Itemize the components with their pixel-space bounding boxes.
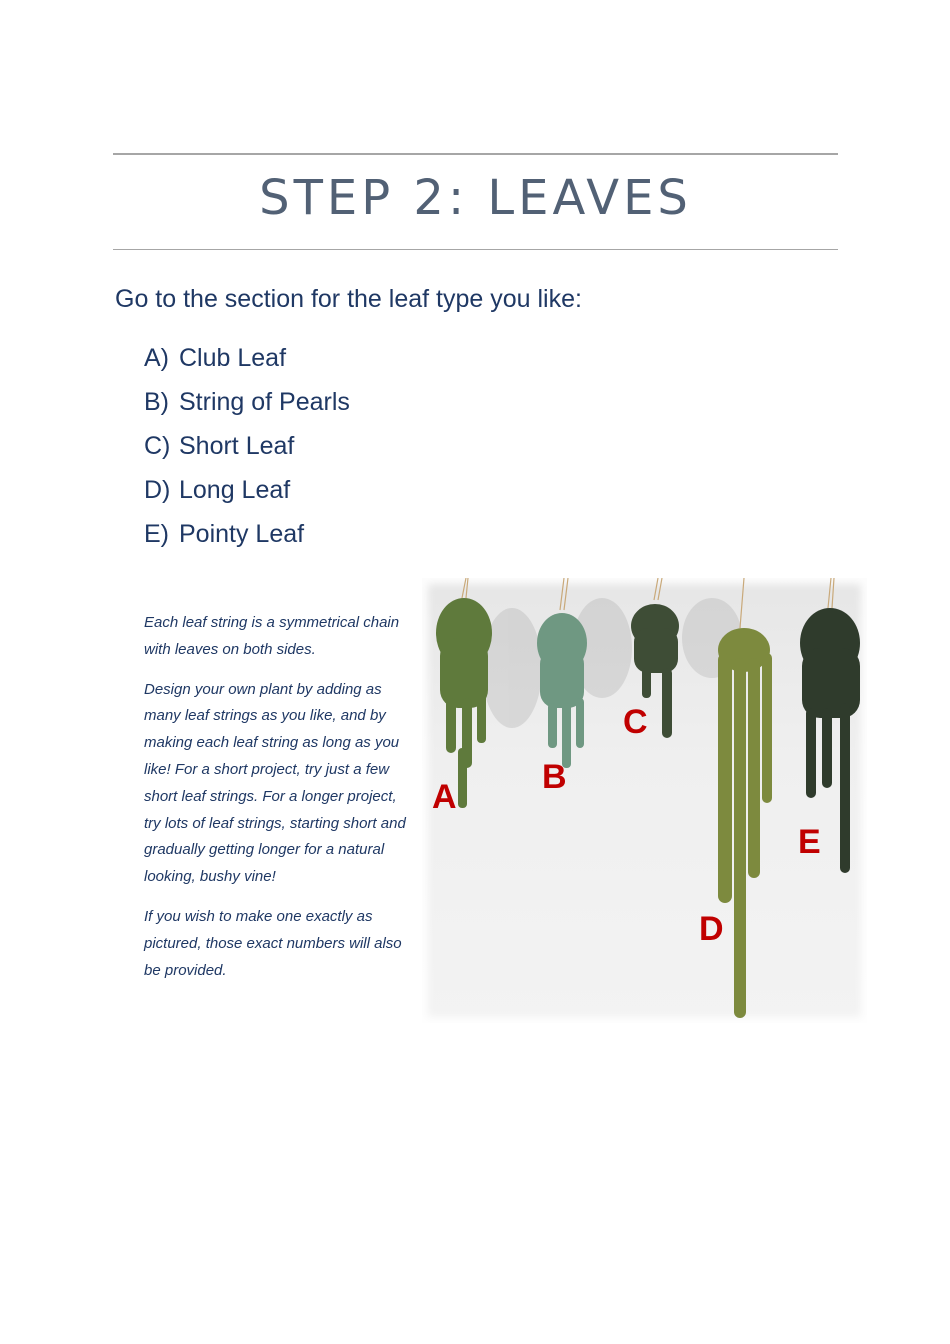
leaf-option-long	[144, 471, 350, 515]
option-letter: B)	[144, 388, 169, 416]
option-letter: D)	[144, 476, 171, 504]
plant-label-e: E	[798, 823, 821, 861]
bottom-divider	[113, 249, 838, 250]
plants-photo	[422, 578, 867, 1023]
leaf-option-pointy	[144, 515, 350, 559]
intro-text: Go to the section for the leaf type you like:	[115, 285, 582, 313]
note-paragraph: Design your own plant by adding as many leaf strings as you like, and by making each leaf string as long as you like! For a short project, try just a few short leaf strings. For a longer project, try lots of leaf strings, starting short and gradually getting longer for a natural looking, bushy vine!	[144, 680, 406, 886]
plant-label-b: B	[542, 758, 567, 796]
option-label: String of Pearls	[179, 388, 350, 416]
plant-label-c: C	[623, 703, 648, 741]
option-label: Long Leaf	[179, 476, 291, 504]
plant-label-d: D	[699, 910, 724, 948]
leaf-option-club	[144, 339, 350, 383]
option-letter: C)	[144, 432, 171, 460]
option-label: Club Leaf	[179, 344, 287, 372]
plants-illustration	[422, 578, 867, 1023]
option-label: Short Leaf	[179, 432, 295, 460]
option-letter: E)	[144, 520, 169, 548]
plant-label-a: A	[432, 778, 457, 816]
leaf-option-short	[144, 427, 350, 471]
sidebar-notes	[144, 610, 409, 997]
option-label: Pointy Leaf	[179, 520, 305, 548]
note-paragraph: Each leaf string is a symmetrical chain with leaves on both sides.	[144, 614, 400, 658]
leaf-type-list	[144, 339, 350, 559]
top-divider	[113, 153, 838, 155]
note-paragraph: If you wish to make one exactly as pictured, those exact numbers will also be provided.	[144, 907, 402, 979]
leaf-option-pearls	[144, 383, 350, 427]
page-title: STEP 2: LEAVES	[259, 170, 692, 226]
option-letter: A)	[144, 344, 169, 372]
